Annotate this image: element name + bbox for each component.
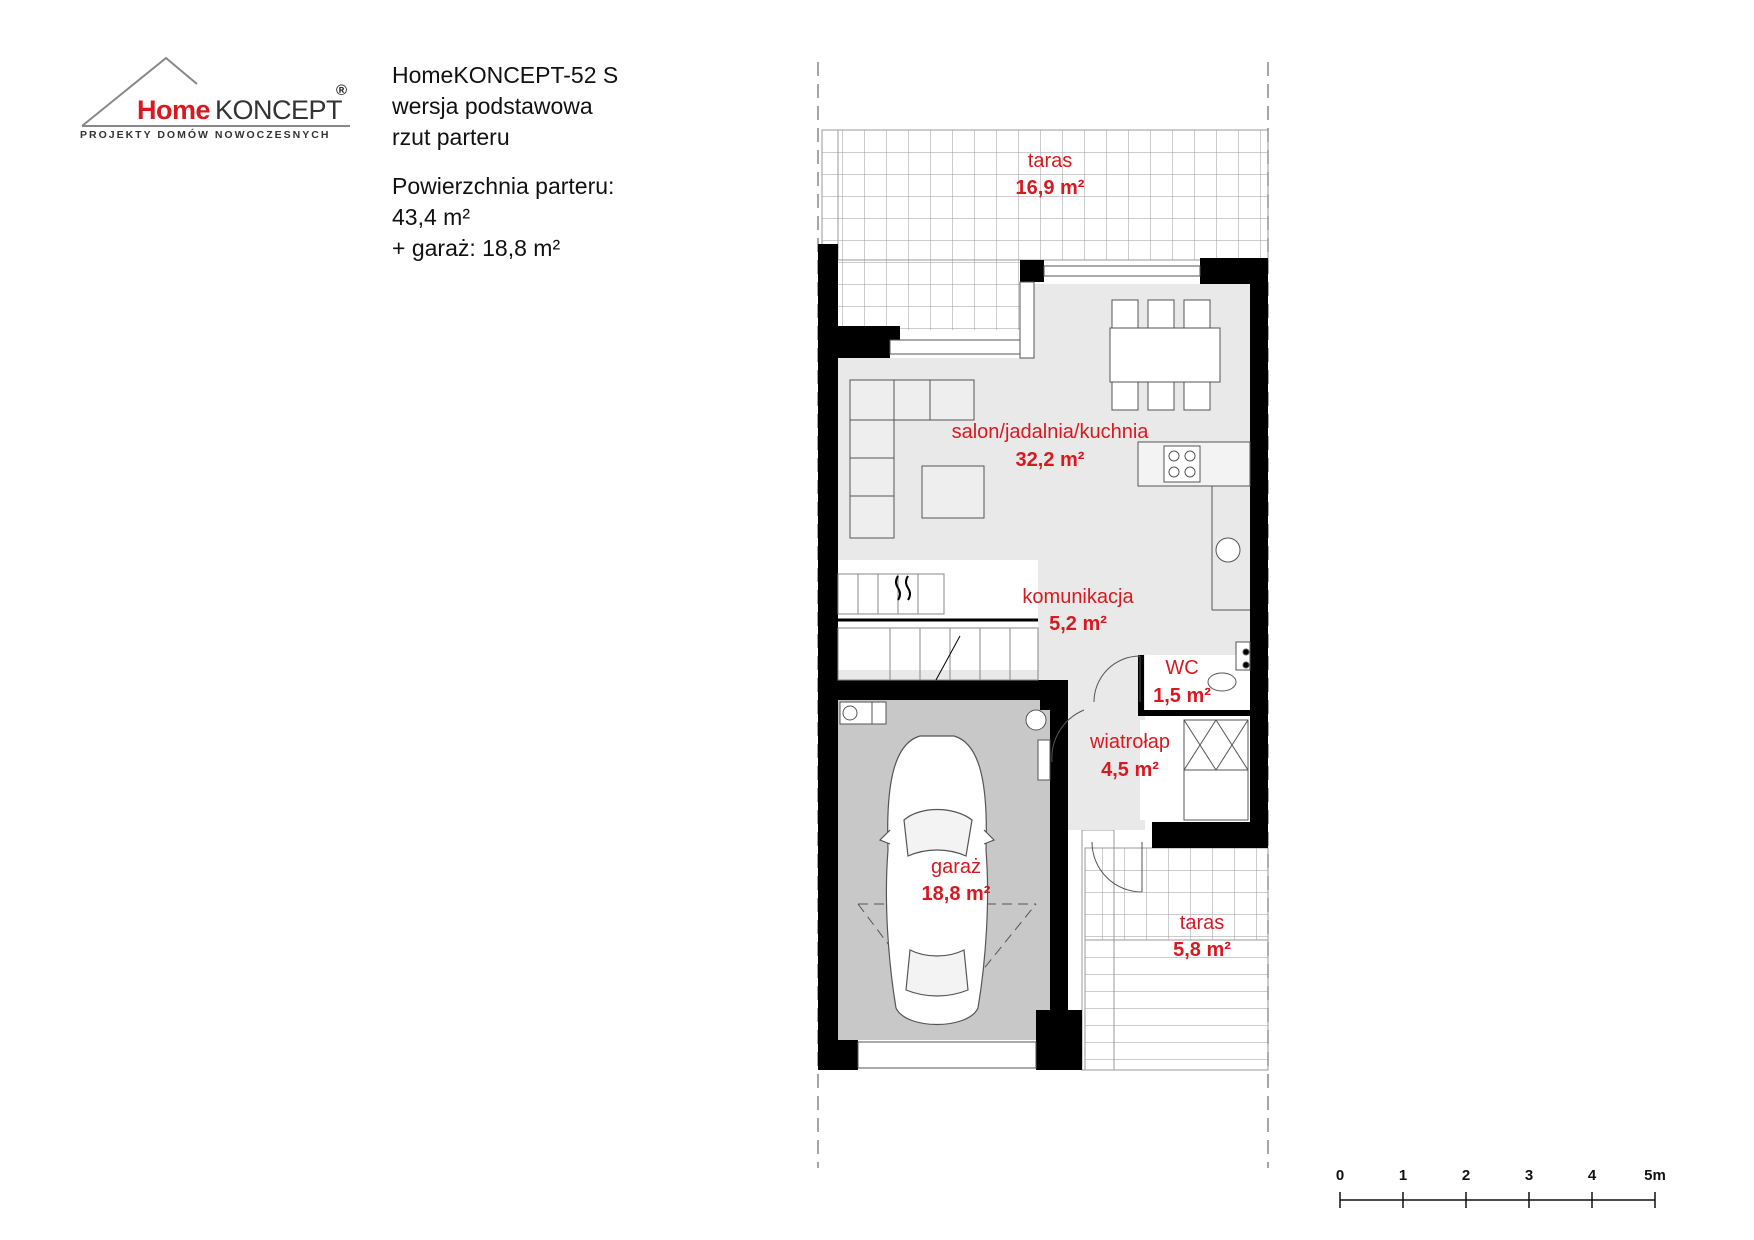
registered-mark: ® [336,82,348,99]
scale-bar [1336,1167,1666,1208]
logo-brand-koncept: KONCEPT [215,95,343,125]
scale-tick-5m: 5m [1644,1167,1666,1184]
scale-tick-2: 2 [1461,1167,1471,1184]
wardrobe [1184,720,1248,820]
room-name-komunikacja: komunikacja [1022,586,1134,608]
area-label: Powierzchnia parteru: [392,173,615,199]
project-version: wersja podstawowa [392,93,593,119]
room-name-taras-bottom: taras [1179,912,1225,934]
logo-tagline: PROJEKTY DOMÓW NOWOCZESNYCH [80,129,331,141]
room-area-garaz: 18,8 m² [921,883,991,905]
project-title: HomeKONCEPT-52 S [392,62,619,88]
scale-tick-3: 3 [1524,1167,1534,1184]
room-area-salon: 32,2 m² [1015,449,1085,471]
room-area-taras-top: 16,9 m² [1015,177,1085,199]
room-area-taras-bottom: 5,8 m² [1173,939,1231,961]
logo-brand-home: Home [137,95,211,125]
room-name-wc: WC [1165,657,1199,679]
garage-area: + garaż: 18,8 m² [392,235,561,261]
scale-tick-4: 4 [1587,1167,1597,1184]
room-name-salon: salon/jadalnia/kuchnia [951,421,1149,443]
room-name-wiatrolap: wiatrołap [1089,731,1171,753]
room-name-taras-top: taras [1027,150,1073,172]
scale-tick-1: 1 [1398,1167,1408,1184]
car-icon [880,736,994,1025]
plan-name: rzut parteru [392,124,510,150]
scale-tick-0: 0 [1335,1167,1345,1184]
dining-table [1110,300,1220,410]
room-area-komunikacja: 5,2 m² [1049,613,1107,635]
room-area-wiatrolap: 4,5 m² [1101,759,1159,781]
room-area-wc: 1,5 m² [1153,685,1211,707]
room-name-garaz: garaż [930,856,982,878]
area-value: 43,4 m² [392,204,470,230]
